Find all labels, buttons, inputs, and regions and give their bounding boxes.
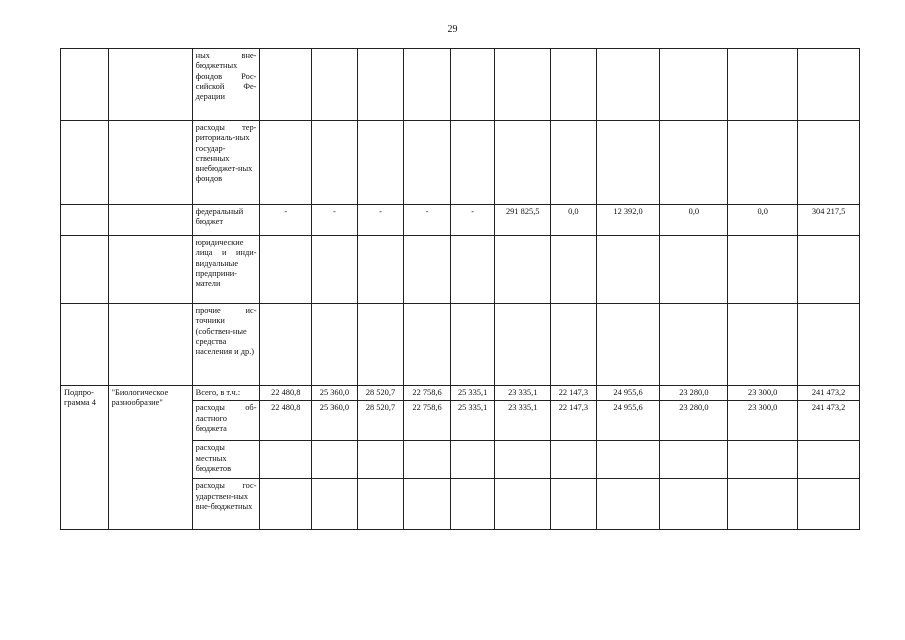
value-cell: 0,0	[728, 205, 798, 236]
page-bottom-margin	[60, 584, 862, 640]
value-cell	[357, 236, 404, 304]
total-cell: 241 473,2	[798, 401, 860, 441]
subprogram-name: "Биологическое разнообразие"	[108, 386, 192, 530]
funding-source-cell: расходы об-ластного бюджета	[192, 401, 260, 441]
value-cell: 0,0	[551, 205, 597, 236]
value-cell	[260, 49, 312, 121]
value-cell	[551, 49, 597, 121]
subprogram-label: Подпро-грамма 4	[61, 386, 109, 530]
value-cell	[551, 479, 597, 530]
value-cell	[450, 121, 495, 205]
value-cell	[260, 479, 312, 530]
value-cell	[260, 236, 312, 304]
value-cell	[404, 479, 451, 530]
funding-source-cell: расходы гос-ударствен-ных вне-бюджетных	[192, 479, 260, 530]
value-cell	[450, 441, 495, 479]
value-cell: 22 758,6	[404, 386, 451, 401]
table-cell	[108, 236, 192, 304]
value-cell	[357, 304, 404, 386]
value-cell	[660, 304, 728, 386]
total-cell: 304 217,5	[798, 205, 860, 236]
value-cell	[596, 441, 660, 479]
value-cell	[404, 236, 451, 304]
funding-source-cell: юридические лица и инди-видуальные предприни-матели	[192, 236, 260, 304]
value-cell	[495, 49, 551, 121]
value-cell	[495, 441, 551, 479]
total-cell	[798, 121, 860, 205]
total-cell: 241 473,2	[798, 386, 860, 401]
table-row	[61, 236, 860, 304]
value-cell	[357, 441, 404, 479]
value-cell	[596, 49, 660, 121]
value-cell: 22 147,3	[551, 401, 597, 441]
funding-source-cell: прочие ис-точники (собствен-ные средства населения и др.)	[192, 304, 260, 386]
value-cell: 23 335,1	[495, 386, 551, 401]
table-row	[61, 304, 860, 386]
value-cell: -	[450, 205, 495, 236]
value-cell	[404, 304, 451, 386]
value-cell: 22 480,8	[260, 401, 312, 441]
value-cell: 291 825,5	[495, 205, 551, 236]
value-cell	[404, 49, 451, 121]
value-cell: 24 955,6	[596, 386, 660, 401]
funding-source-cell: федеральный бюджет	[192, 205, 260, 236]
table-row	[61, 121, 860, 205]
value-cell	[450, 479, 495, 530]
page-number: 29	[447, 24, 458, 35]
value-cell: 24 955,6	[596, 401, 660, 441]
value-cell: 23 335,1	[495, 401, 551, 441]
value-cell	[312, 49, 358, 121]
value-cell: 25 335,1	[450, 386, 495, 401]
table-cell	[108, 49, 192, 121]
value-cell	[660, 236, 728, 304]
value-cell: 23 280,0	[660, 386, 728, 401]
table-cell	[61, 205, 109, 236]
value-cell	[357, 479, 404, 530]
total-cell	[798, 304, 860, 386]
value-cell	[357, 49, 404, 121]
value-cell: 23 300,0	[728, 386, 798, 401]
value-cell	[596, 236, 660, 304]
value-cell	[495, 304, 551, 386]
value-cell	[551, 236, 597, 304]
value-cell: 0,0	[660, 205, 728, 236]
table-cell	[61, 304, 109, 386]
table-cell	[108, 304, 192, 386]
value-cell: 25 360,0	[312, 401, 358, 441]
table-cell	[61, 121, 109, 205]
value-cell	[728, 236, 798, 304]
value-cell: 12 392,0	[596, 205, 660, 236]
value-cell	[728, 121, 798, 205]
value-cell	[728, 49, 798, 121]
value-cell	[450, 49, 495, 121]
value-cell	[728, 441, 798, 479]
value-cell: 22 758,6	[404, 401, 451, 441]
funding-source-cell: расходы тер-риториаль-ных государ-ственных внебюджет-ных фондов	[192, 121, 260, 205]
value-cell: -	[357, 205, 404, 236]
total-cell	[798, 479, 860, 530]
value-cell	[404, 441, 451, 479]
value-cell	[551, 304, 597, 386]
funding-source-cell: расходы местных бюджетов	[192, 441, 260, 479]
value-cell	[728, 304, 798, 386]
value-cell: 28 520,7	[357, 386, 404, 401]
value-cell	[660, 441, 728, 479]
value-cell	[404, 121, 451, 205]
value-cell: 22 480,8	[260, 386, 312, 401]
value-cell	[551, 121, 597, 205]
value-cell: 23 300,0	[728, 401, 798, 441]
table-cell	[108, 121, 192, 205]
value-cell	[551, 441, 597, 479]
value-cell	[312, 121, 358, 205]
value-cell	[312, 441, 358, 479]
budget-table	[60, 48, 860, 530]
value-cell: 25 360,0	[312, 386, 358, 401]
table-cell	[108, 205, 192, 236]
value-cell	[450, 304, 495, 386]
table-row	[61, 205, 860, 236]
value-cell	[495, 236, 551, 304]
value-cell: -	[312, 205, 358, 236]
table-cell	[61, 236, 109, 304]
table-row	[61, 386, 860, 401]
value-cell	[312, 304, 358, 386]
funding-source-cell: ных вне-бюджетных фондов Рос-сийской Фе-дерации	[192, 49, 260, 121]
value-cell	[312, 236, 358, 304]
value-cell	[260, 121, 312, 205]
value-cell	[357, 121, 404, 205]
value-cell: 25 335,1	[450, 401, 495, 441]
value-cell: 22 147,3	[551, 386, 597, 401]
total-cell	[798, 49, 860, 121]
value-cell: 28 520,7	[357, 401, 404, 441]
value-cell	[260, 304, 312, 386]
value-cell: -	[260, 205, 312, 236]
total-cell	[798, 236, 860, 304]
value-cell	[596, 121, 660, 205]
value-cell	[450, 236, 495, 304]
value-cell	[260, 441, 312, 479]
total-cell	[798, 441, 860, 479]
value-cell	[660, 121, 728, 205]
value-cell: 23 280,0	[660, 401, 728, 441]
value-cell	[728, 479, 798, 530]
value-cell	[312, 479, 358, 530]
value-cell	[660, 479, 728, 530]
funding-source-cell: Всего, в т.ч.:	[192, 386, 260, 401]
value-cell	[495, 121, 551, 205]
value-cell	[596, 479, 660, 530]
value-cell: -	[404, 205, 451, 236]
value-cell	[660, 49, 728, 121]
table-cell	[61, 49, 109, 121]
value-cell	[596, 304, 660, 386]
table-row	[61, 49, 860, 121]
value-cell	[495, 479, 551, 530]
